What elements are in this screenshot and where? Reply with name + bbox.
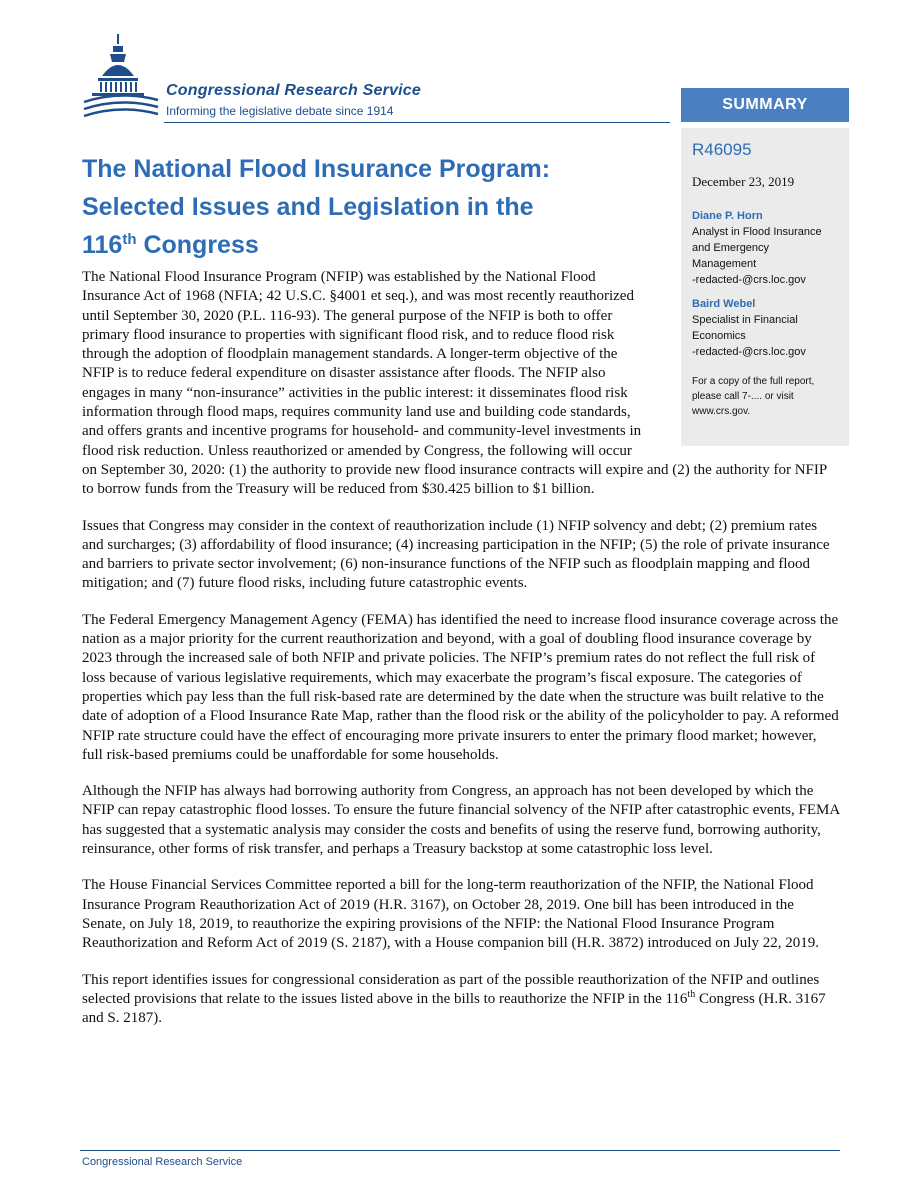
title-line: The National Flood Insurance Program: bbox=[82, 155, 551, 183]
paragraph-text: This report identifies issues for congressional consideration as part of the possible reauthorization of the NFIP and outlines selected provisions that relate to the issues listed above in the bills to reauthorize the NFIP in the 116 bbox=[82, 971, 820, 1007]
author-email: -redacted-@crs.loc.gov bbox=[692, 274, 806, 286]
body-paragraph: Although the NFIP has always had borrowing authority from Congress, an approach has not been developed by which the NFIP can repay catastrophic flood losses. To ensure the future financial solvency of the NFIP after catastrophic events, FEMA has suggested that a systematic analysis may consider the costs and benefits of using the reserve fund, borrowing authority, reinsurance, other forms of risk transfer, and perhaps a Treasury backstop at some catastrophic loss level. bbox=[82, 783, 840, 858]
author-title: Management bbox=[692, 258, 757, 270]
title-congress-word: Congress bbox=[136, 231, 259, 259]
sidebar-wrap-spacer bbox=[646, 268, 840, 446]
title-line bbox=[82, 226, 642, 264]
header-divider bbox=[164, 122, 670, 123]
body-paragraph: The House Financial Services Committee reported a bill for the long-term reauthorization of the NFIP, the National Flood Insurance Program Reauthorization Act of 2019 (H.R. 3167), on October 28, 2019. One bill has been introduced in the Senate, on July 18, 2019, to reauthorize the expiring provisions of the NFIP: the National Flood Insurance Program Reauthorization and Reform Act of 2019 (S. 2187), with a House companion bill (H.R. 3872) introduced on July 22, 2019. bbox=[82, 877, 819, 952]
body-paragraph: The Federal Emergency Management Agency (FEMA) has identified the need to increase flood insurance coverage across the nation as a major priority for the current reauthorization and beyond, with a goal of doubling flood insurance coverage by 2023 through the increased sale of both NFIP and private policies. The NFIP’s premium rates do not reflect the full risk of loss because of various legislative requirements, which may exacerbate the program’s fiscal exposure. The categories of properties which pay less than the full risk-based rate are determined by the date when the structure was built relative to the date of adoption of a Flood Insurance Rate Map, rather than the flood risk or the ability of the policyholder to pay. A reformed NFIP rate structure could have the effect of encouraging more private insurers to enter the primary flood market; however, full risk-based premiums could be unaffordable for some households. bbox=[82, 611, 839, 763]
body-paragraph: The National Flood Insurance Program (NFIP) was established by the National Flood Insurance Act of 1968 (NFIA; 42 U.S.C. §4001 et seq.), and was most recently reauthorized until September 30, 2020 (P.L. 116-93). The general purpose of the NFIP is both to offer primary flood insurance to properties with significant flood risk, and to reduce flood risk through the adoption of floodplain management standards. A longer-term objective of the NFIP is to reduce federal expenditure on disaster assistance after floods. The NFIP also engages in many “non-insurance” activities in the public interest: it disseminates flood risk information through flood maps, requires community land use and building code standards, and offers grants and incentive programs for household- and community-level investments in flood risk reduction. Unless reauthorized or amended by Congress, the following will occur on September 30, 2020: (1) the authority to provide new flood insurance contracts will expire and (2) the authority for NFIP to borrow funds from the Treasury will be reduced from $30.425 billion to $1 billion. bbox=[82, 269, 827, 498]
title-ordinal-suffix: th bbox=[122, 231, 137, 248]
title-congress-number: 116 bbox=[82, 231, 123, 259]
note-line: For a copy of the full report, bbox=[692, 376, 815, 387]
crs-logo bbox=[80, 32, 480, 124]
summary-body bbox=[82, 268, 840, 1045]
summary-label: SUMMARY bbox=[681, 88, 849, 122]
author-name: Baird Webel bbox=[692, 298, 756, 310]
author-email: -redacted-@crs.loc.gov bbox=[692, 346, 806, 358]
author-title: Economics bbox=[692, 330, 746, 342]
footer-org-name: Congressional Research Service bbox=[82, 1156, 243, 1168]
report-number: R46095 bbox=[692, 140, 752, 159]
org-name: Congressional Research Service bbox=[166, 82, 422, 99]
report-title bbox=[82, 150, 642, 264]
author-title: Analyst in Flood Insurance bbox=[692, 226, 822, 238]
author-name: Diane P. Horn bbox=[692, 210, 763, 222]
body-paragraph bbox=[82, 971, 840, 1029]
capitol-dome-icon bbox=[80, 32, 160, 124]
ordinal-suffix: th bbox=[687, 988, 696, 1000]
paragraph-text: Congress (H.R. 3167 and S. 2187). bbox=[82, 990, 826, 1027]
title-line: Selected Issues and Legislation in the bbox=[82, 193, 534, 221]
report-date: December 23, 2019 bbox=[692, 174, 795, 189]
crs-website-link[interactable]: www.crs.gov. bbox=[692, 406, 751, 417]
org-tagline: Informing the legislative debate since 1914 bbox=[166, 104, 394, 118]
author-title: and Emergency bbox=[692, 242, 770, 254]
author-title: Specialist in Financial bbox=[692, 314, 798, 326]
note-line: please call 7-.... or visit bbox=[692, 391, 794, 402]
body-paragraph: Issues that Congress may consider in the context of reauthorization include (1) NFIP solvency and debt; (2) premium rates and surcharges; (3) affordability of flood insurance; (4) increasing participation in the NFIP; (5) the role of private insurance and barriers to private sector involvement; (6) non-insurance functions of the NFIP such as floodplain mapping and flood mitigation; and (7) future flood risks, including future catastrophic events. bbox=[82, 517, 830, 592]
footer-divider bbox=[80, 1150, 840, 1151]
